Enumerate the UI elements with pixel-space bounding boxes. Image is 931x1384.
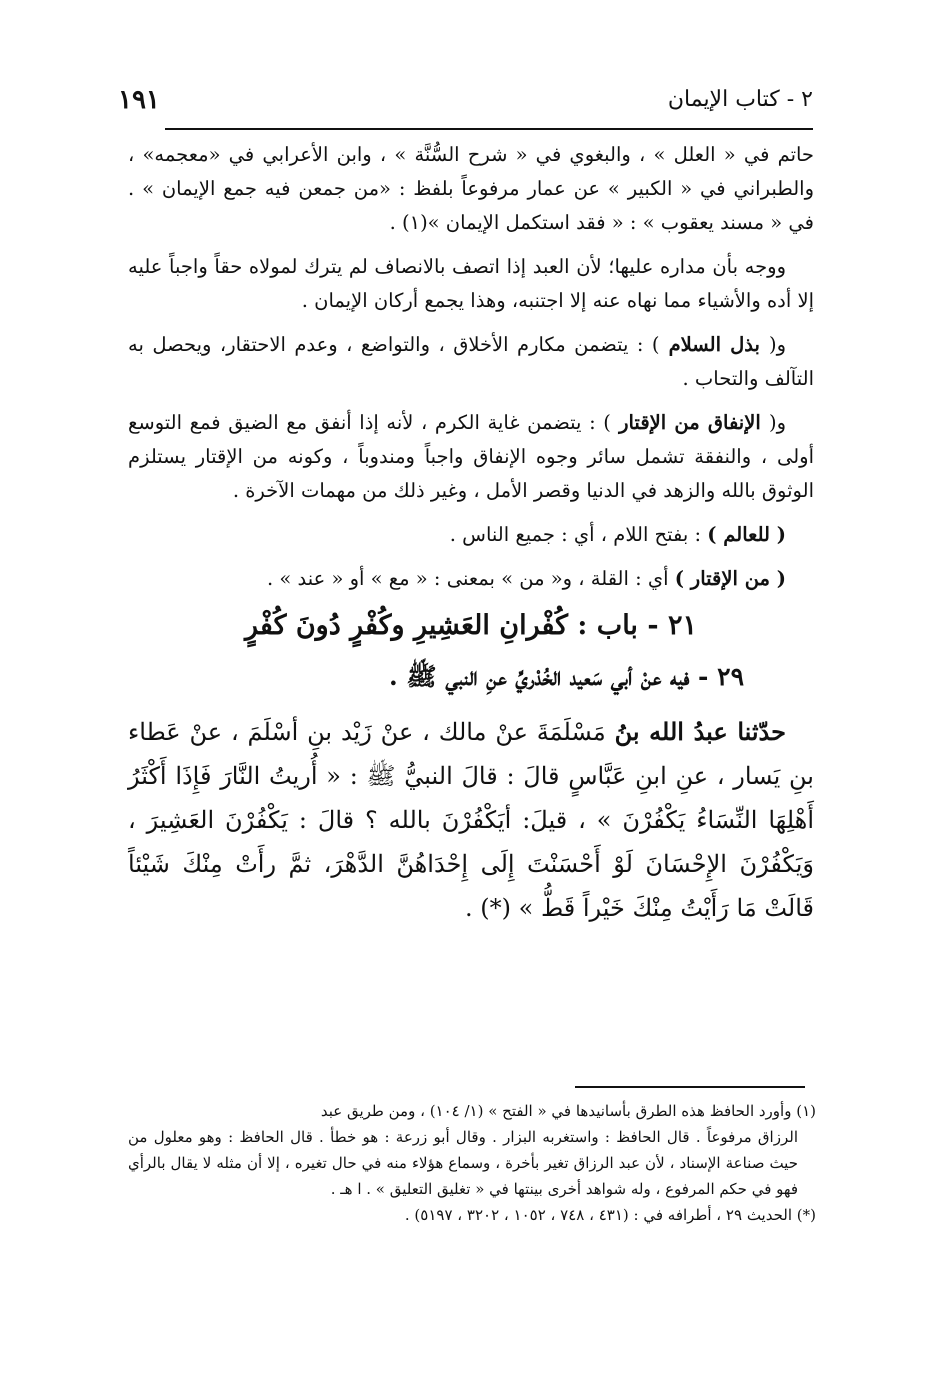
footnote-1-continuation: الرزاق مرفوعاً . قال الحافظ : واستغربه البزار . وقال أبو زرعة : هو خطأ . قال الحافظ : وهو معلول من حيث صناعة الإسناد ، لأن عبد الرزاق تغير بأخرة ، وسماع هؤلاء منه في حال تغيره ، إلا أن مثله لا يقال بالرأي فهو في حكم المرفوع ، وله شواهد أخرى بينتها في « تغليق التعليق » . ا هـ . bbox=[128, 1128, 798, 1198]
term-bold: بذل السلام bbox=[659, 333, 769, 356]
paren-open: و( bbox=[768, 411, 787, 434]
hadith-opening: حدّثنا عبدُ الله بنُ bbox=[614, 717, 786, 746]
term-bold: ( من الإقتار ) bbox=[674, 567, 786, 590]
commentary-paragraph-5 bbox=[128, 518, 814, 552]
term-bold: ( للعالم ) bbox=[707, 523, 786, 546]
hadith-body: مَسْلَمَةَ عنْ مالك ، عنْ زَيْد بنِ أسْلَمَ ، عنْ عَطاء بنِ يَسار ، عنِ ابنِ عَبَّاسٍ قالَ : قالَ النبيُّ ﷺ : « أُريتُ النَّارَ فَإِذَا أَكْثَرُ أَهْلِهَا النِّسَاءُ يَكْفُرْنَ » ، قيلَ: أيَكْفُرْنَ بالله ؟ قالَ : يَكْفُرْنَ العَشِيرَ ، وَيَكْفُرْنَ الإِحْسَانَ لَوْ أَحْسَنْتَ إِلَى إِحْدَاهُنَّ الدَّهْرَ، ثمَّ رأَتْ مِنْكَ شَيْئاً قَالَتْ مَا رَأَيْتُ مِنْكَ خَيْراً قَطُّ » (*) . bbox=[128, 718, 814, 922]
running-title: ٢ - كتاب الإيمان bbox=[667, 87, 813, 112]
page-header bbox=[118, 85, 813, 125]
commentary-paragraph-1: حاتم في « العلل » ، والبغوي في « شرح السُّنَّة » ، وابن الأعرابي في «معجمه» ، والطبراني في « الكبير » عن عمار مرفوعاً بلفظ : «من جمعن فيه جمع الإيمان » . في « مسند يعقوب » : « فقد استكمل الإيمان »(١) . bbox=[128, 143, 814, 234]
paren-open: و( bbox=[768, 333, 786, 356]
commentary-paragraph-6 bbox=[128, 562, 814, 596]
commentary-paragraph-3 bbox=[128, 328, 814, 396]
term-bold: الإنفاق من الإقتار bbox=[610, 411, 769, 434]
footnote-divider bbox=[575, 1086, 805, 1088]
page-body bbox=[128, 138, 814, 930]
commentary-paragraph-2: ووجه بأن مداره عليها؛ لأن العبد إذا اتصف بالانصاف لم يترك لمولاه حقاً واجباً عليه إلا أده والأشياء مما نهاه عنه إلا اجتنبه، وهذا يجمع أركان الإيمان . bbox=[128, 255, 814, 312]
footnote-star: (*) الحديث ٢٩ ، أطرافه في : (٤٣١ ، ٧٤٨ ، ١٠٥٢ ، ٣٢٠٢ ، ٥١٩٧) . bbox=[404, 1206, 816, 1224]
page-number: ١٩١ bbox=[118, 85, 160, 115]
hadith-heading: ٢٩ - فيه عنْ أبي سَعيد الخُدْريِّ عنِ النبي ﷺ . bbox=[389, 662, 744, 691]
hadith-text bbox=[128, 710, 814, 930]
term-explanation: : بفتح اللام ، أي : جميع الناس . bbox=[449, 523, 708, 546]
chapter-title: ٢١ - باب : كُفْرانِ العَشِيرِ وكُفْرٍ دُونَ كُفْرٍ bbox=[245, 610, 697, 641]
commentary-paragraph-4 bbox=[128, 406, 814, 508]
footnotes bbox=[128, 1098, 816, 1228]
term-explanation: ) : يتضمن مكارم الأخلاق ، والتواضع ، وعدم الاحتقار، ويحصل به التآلف والتحاب . bbox=[128, 333, 814, 390]
term-explanation: أي : القلة ، و« من » بمعنى : « مع » أو « عند » . bbox=[267, 567, 675, 590]
footnote-1: (١) وأورد الحافظ هذه الطرق بأسانيدها في « الفتح » (١/ ١٠٤) ، ومن طريق عبد bbox=[320, 1102, 816, 1120]
term-explanation: ) : يتضمن غاية الكرم ، لأنه إذا أنفق مع الضيق فمع التوسع أولى ، والنفقة تشمل سائر وجوه الإنفاق واجباً ومندوباً ، وكونه من الإقتار يستلزم الوثوق بالله والزهد في الدنيا وقصر الأمل ، وغير ذلك من مهمات الآخرة . bbox=[128, 411, 814, 502]
header-divider bbox=[165, 128, 813, 130]
